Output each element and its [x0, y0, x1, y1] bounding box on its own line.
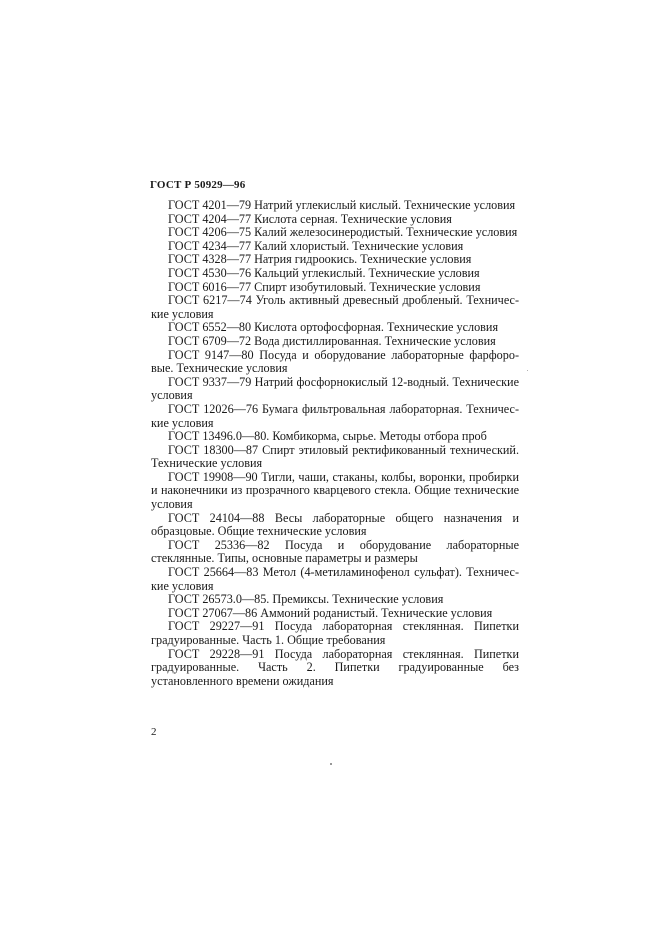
reference-item: ГОСТ 12026—76 Бумага фильтровальная лабораторная. Технические условия — [151, 401, 519, 430]
reference-item: ГОСТ 6016—77 Спирт изобутиловый. Технические условия — [168, 279, 481, 294]
reference-item: ГОСТ 4206—75 Калий железосинеродистый. Технические условия — [168, 225, 518, 240]
page-number: 2 — [151, 726, 157, 738]
reference-item: ГОСТ 29227—91 Посуда лабораторная стеклянная. Пипетки градуированные. Часть 1. Общие требования — [151, 619, 519, 647]
reference-item: ГОСТ 25336—82 Посуда и оборудование лабораторные стеклянные. Типы, основные параметры и размеры — [151, 537, 519, 566]
reference-item: ГОСТ 4530—76 Кальций углекислый. Технические условия — [168, 265, 480, 280]
reference-item: ГОСТ 25664—83 Метол (4-метиламинофенол сульфат). Технические условия — [151, 565, 519, 593]
reference-item: ГОСТ 9337—79 Натрий фосфорнокислый 12-водный. Технические условия — [151, 374, 519, 403]
reference-item: ГОСТ 9147—80 Посуда и оборудование лабораторные фарфоровые. Технические условия — [151, 347, 519, 376]
reference-item: ГОСТ 4234—77 Калий хлористый. Технические условия — [168, 238, 464, 253]
reference-item: ГОСТ 4201—79 Натрий углекислый кислый. Технические условия — [168, 198, 516, 212]
reference-item: ГОСТ 6217—74 Уголь активный древесный дробленый. Технические условия — [151, 293, 519, 321]
reference-item: ГОСТ 18300—87 Спирт этиловый ректификованный технический. Технические условия — [151, 442, 519, 471]
reference-item: ГОСТ 29228—91 Посуда лабораторная стеклянная. Пипетки градуированные. Часть 2. Пипетки градуированные без установленного времени ожидания — [151, 646, 519, 688]
reference-item: ГОСТ 27067—86 Аммоний роданистый. Технические условия — [168, 605, 493, 620]
reference-item: ГОСТ 4328—77 Натрия гидроокись. Технические условия — [168, 252, 472, 267]
reference-item: ГОСТ 24104—88 Весы лабораторные общего назначения и образцовые. Общие технические условия — [151, 510, 519, 539]
standard-header: ГОСТ Р 50929—96 — [150, 179, 246, 191]
reference-item: ГОСТ 6552—80 Кислота ортофосфорная. Технические условия — [168, 320, 499, 335]
reference-item: ГОСТ 13496.0—80. Комбикорма, сырье. Методы отбора проб — [168, 429, 487, 444]
scan-speck — [330, 763, 332, 765]
reference-item: ГОСТ 19908—90 Тигли, чаши, стаканы, колбы, воронки, пробирки и наконечники из прозрачного кварцевого стекла. Общие технические условия — [151, 469, 519, 512]
normative-references-list — [151, 199, 519, 688]
reference-item: ГОСТ 26573.0—85. Премиксы. Технические условия — [168, 592, 444, 607]
reference-item: ГОСТ 6709—72 Вода дистиллированная. Технические условия — [168, 333, 496, 348]
reference-item: ГОСТ 4204—77 Кислота серная. Технические условия — [168, 211, 452, 226]
scan-speck — [527, 370, 528, 371]
